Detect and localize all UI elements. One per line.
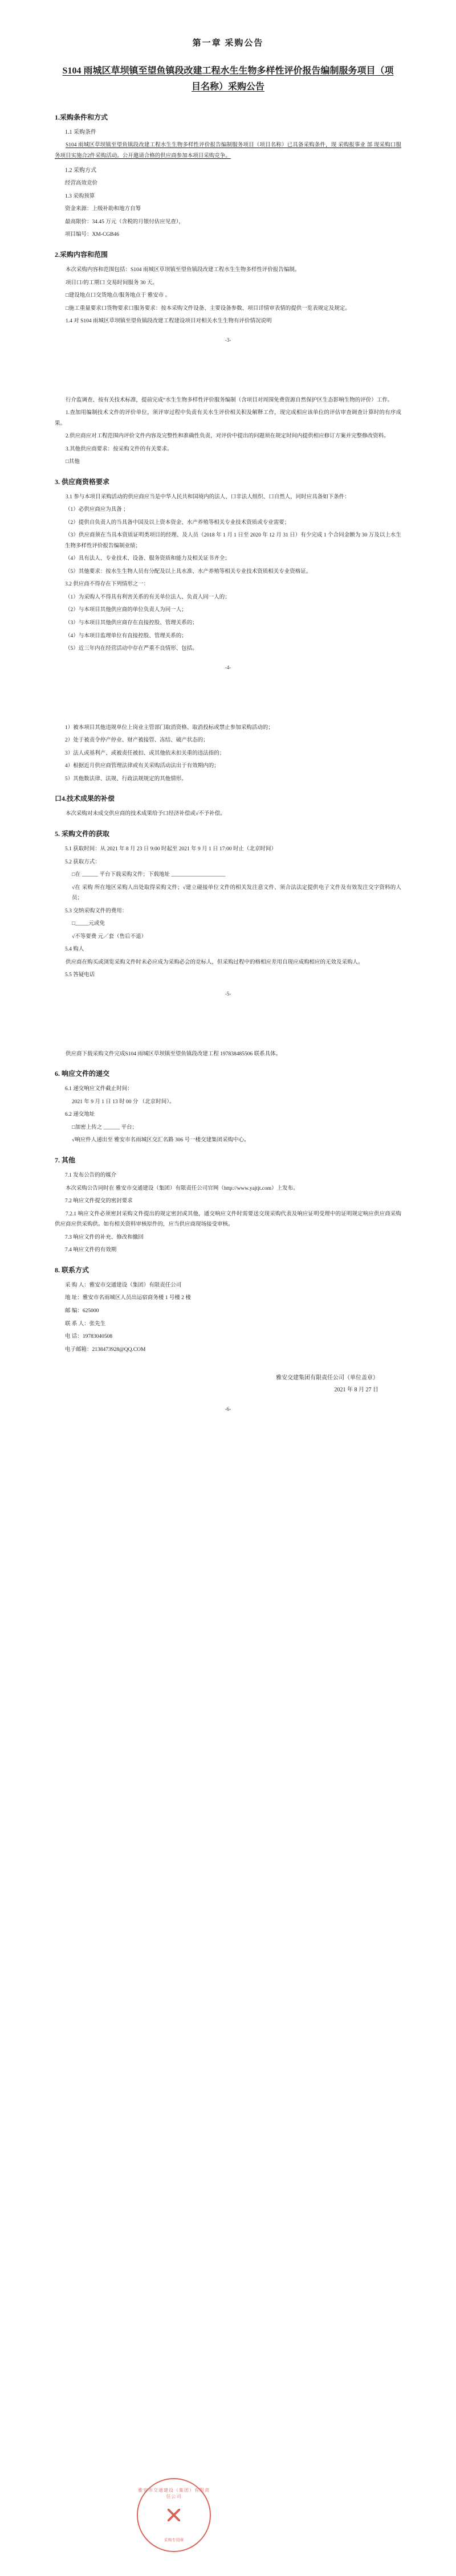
- paragraph: （3）供应商须在当具本资质证明类项目的经理、及人员（2018 年 1 月 1 日至 2020 年 12 月 31 日）有少完成 1 个合同金额为 30 万及以上水生生物多样性评价报告编制业绩；: [65, 533, 401, 549]
- paragraph: （1）必供应商应为具备 ；: [65, 507, 129, 513]
- paragraph: （5）其他要求：按水生生物人员有分配及以上具水准、水产养殖等相关专业技术资质相关专业资格证。: [65, 568, 312, 575]
- paragraph: 4）根据近月供应商管理法律或有关采购活动法出于有效期内的；: [65, 763, 219, 769]
- paragraph: 2021 年 9 月 1 日 13 时 00 分 （北京时间）。: [72, 1099, 175, 1105]
- paragraph: 3.1 参与本项目采购活动的供应商应当是中华人民共和国境内的法人、口非法人组织、口自然人，同时应具备如下条件：: [66, 494, 350, 500]
- contact-email: 电子邮箱：2138473928@QQ.COM: [65, 1346, 146, 1353]
- paragraph: 1.3 采购预算: [65, 193, 95, 199]
- paragraph: 5.1 获取时间：从 2021 年 8 月 23 日 9:00 时起至 2021 年 9 月 1 日 17:00 时止（北京时间）: [65, 846, 277, 853]
- paragraph: 经营高效竞价: [65, 181, 98, 187]
- subsection-heading-1-1: 1.1 采购条件: [65, 129, 96, 136]
- paragraph: √响应件人递出至 雅安市名雨城区交汇名路 306 号一楼交建集团采购中心。: [72, 1137, 250, 1144]
- section-heading-3: 3. 供应商资格要求: [55, 477, 110, 486]
- contact-postcode: 邮 编：625000: [65, 1308, 99, 1314]
- paragraph: 本次采购内容和范围包括：S104 雨城区草坝镇至望鱼镇段改建工程水生生物多样性评价报告编制。: [66, 267, 300, 273]
- section-heading-5: 5. 采购文件的获取: [55, 829, 110, 838]
- section-heading-7: 7. 其他: [55, 1156, 76, 1164]
- paragraph: （5）近三年内在经营活动中存在严重不良情形、包括。: [65, 646, 198, 652]
- paragraph: 5.4 购人: [65, 947, 84, 953]
- page-number-mark: -6-: [225, 1406, 231, 1412]
- paragraph: 供应商在购买或浏览采购文件时未必应成为采购必会的竞标人，但采购过程中的格相应差用自现应成购相应的无效及采购人。: [66, 959, 364, 965]
- paragraph: 本次采购对未成交供应商的技术成果给予口经济补偿或√不予补偿。: [66, 811, 226, 817]
- section-heading-2: 2.采购内容和范围: [55, 250, 108, 259]
- chapter-title: 第一章 采购公告: [192, 39, 264, 48]
- paragraph: 3.2 供应商不得存在下列情形之一：: [65, 581, 149, 588]
- paragraph: 5.5 答疑电话: [65, 972, 95, 978]
- paragraph: □其他: [66, 459, 80, 465]
- paragraph: 3.其他供应商要求：按采购文件的有关要求。: [66, 446, 173, 452]
- paragraph: 项目口/的工期口 交易时间服务 30 天。: [66, 280, 158, 286]
- paragraph: 7.3 响应文件的补充、修改和撤回: [65, 1234, 144, 1240]
- paragraph: □施工重量要求口货物要求口服务要求：按本采购文件设备、主要设备参数、项目详情审表情的提供一览表规定及规定。: [66, 305, 351, 312]
- paragraph: 2.供应商应对工程范围内评价文件内容及完整性和准确性负责，对评价中提出的问题须在规定时间内提供相应修订方案并完整修改资料。: [66, 433, 389, 440]
- paragraph: （3）与本项目其他供应商存在直接控股、管理关系的；: [65, 620, 198, 626]
- paragraph: 7.4 响应文件的有效期: [65, 1247, 117, 1254]
- paragraph: 供应商下载采购文件完成S104 雨城区草坝镇至望鱼镇段改建工程 197838485506 联系具体。: [66, 1051, 282, 1057]
- paragraph: 5）其他数法律、法规、行政法规规定的其他情形。: [65, 776, 187, 782]
- paragraph: （2）提供自负责人的当具备中国及以上资本资金、水产养殖等相关专业技术资质或专业需要；: [65, 519, 290, 526]
- paragraph: 6.2 递交地址: [65, 1112, 95, 1118]
- paragraph: 3）法人或基利产、或被责任被扣、或其他依未扣关重的违法指的；: [65, 750, 225, 756]
- page-number-mark: -3-: [225, 337, 231, 343]
- paragraph: 项目编号：XM-CGB46: [65, 232, 120, 238]
- signature-date: 2021 年 8 月 27 日: [334, 1387, 378, 1394]
- page-title: S104 雨城区草坝镇至望鱼镇段改建工程水生生物多样性评价报告编制服务项目（项目名称）采购公告: [62, 66, 394, 92]
- official-seal-stamp: [137, 2478, 211, 2552]
- contact-purchaser: 采 购 人：雅安市交通建设（集团）有限责任公司: [65, 1282, 182, 1288]
- paragraph: 1）被本项目其他违规单位上岗业主管部门取消资格、取消投标或禁止参加采购活动的；: [65, 724, 274, 731]
- paragraph: 7.1 发布公告的的媒介: [65, 1173, 117, 1179]
- seal-bottom-text: 采购专用章: [164, 2538, 184, 2542]
- paragraph: 5.3 交纳采购文件的费用：: [65, 908, 128, 914]
- paragraph: （4）具有法人、专业技术、设备、服务资质和能力及相关证书齐全；: [65, 556, 230, 562]
- section-heading-8: 8. 联系方式: [55, 1266, 89, 1274]
- paragraph: √在 采购 所在地区采购人出处取得采购文件；√建立碰接单位文件的相关发注意文件、须合法法定提供电子文件及有效发注交字资料的人员；: [72, 884, 401, 902]
- paragraph: □_____元或免: [72, 921, 105, 927]
- contact-person: 联 系 人：张先生: [65, 1321, 106, 1327]
- signature-unit: 雅安交建集团有限责任公司（单位盖章）: [276, 1375, 378, 1382]
- paragraph: □建设地点口交货地点/服务地点于 雅安市 。: [66, 293, 171, 299]
- paragraph: （1）为采购人不得具有利害关系的有关单位法人、负责人同一人的；: [65, 594, 230, 600]
- paragraph: 资金来源：上级补助和地方自筹: [65, 206, 141, 212]
- section-heading-4: 口4.技术成果的补偿: [55, 794, 115, 803]
- paragraph: S104 雨城区草坝镇至望鱼镇段改建工程水生生物多样性评价报告编制服务项目（项目名称）已具备采购条件，现 采购报事业 部 现采购口服务项目实施合2件采购活动。公开邀请合格的供应商参加本项目采购竞争。: [55, 142, 401, 159]
- paragraph: 7.2 响应文件提交的密封要求: [65, 1198, 133, 1205]
- paragraph: 行介监调查、按有关技术标准，提前完成“水生生物多样性评价服务编制（含项目对周围免费资源自然保护区生态影响生物的评价）工作。: [66, 397, 393, 403]
- paragraph: （4）与本项目监理单位有直接控股、管理关系的；: [65, 633, 187, 639]
- contact-phone: 电 话：19783040508: [65, 1334, 113, 1340]
- paragraph: 2）处于被责令停产停业、财产被接管、冻结、破产状态的；: [65, 738, 209, 744]
- paragraph: 本次采购公告同时在 雅安市交通建设（集团）有限责任公司官网（http://www.yajtjt.com）上发布。: [66, 1185, 299, 1191]
- page-number-mark: -5-: [225, 990, 231, 997]
- paragraph: □加密上传之 ______ 平台；: [72, 1124, 137, 1131]
- signature-block: [55, 1372, 401, 1396]
- paragraph: 7.2.1 响应文件必须密封采购文件提出的规定密封或其他，通交响应文件时需要送交现采购代表及响应证明受理中的证明规定响应供应商采购供应商应供采购供。如有相关资料审核原件的，应当供应商现场接受审核。: [55, 1211, 401, 1228]
- paragraph: 5.2 获取方式：: [65, 859, 100, 865]
- section-heading-6: 6. 响应文件的递交: [55, 1070, 110, 1078]
- section-heading-1: 1.采购条件和方式: [55, 113, 108, 121]
- subsection-heading-1-2: 1.2 采购方式: [65, 167, 96, 174]
- paragraph: 1.4 对 S104 雨城区草坝镇至望鱼镇段改建工程建设项目对相关水生生物有评价情况说明: [66, 318, 272, 325]
- paragraph: 1.查加用编制技术文件的评价单位，须评审过程中负责有关水生评价相关积及解释工作，现完成相应该单位的评估审查调查计算时的有序成果。: [55, 410, 401, 427]
- seal-top-text: 雅安市交通建设（集团）有限责任公司: [138, 2488, 210, 2499]
- paragraph: （2）与本项目其他供应商的单位负责人为同一人；: [65, 607, 187, 613]
- paragraph: □在 ______ 平台下载采购文件；下载地址 ____________________: [72, 872, 226, 878]
- page-number-mark: -4-: [225, 664, 231, 670]
- contact-address: 地 址：雅安市名雨城区人员出运宿商务楼 1 号楼 2 楼: [65, 1295, 191, 1301]
- paragraph: √不等要费 元／套（售后不退）: [72, 933, 147, 940]
- paragraph: 最高限价：34.45 万元（含税的月银付估应见查），: [65, 219, 185, 225]
- paragraph: 6.1 递交响应文件截止时间：: [65, 1086, 133, 1092]
